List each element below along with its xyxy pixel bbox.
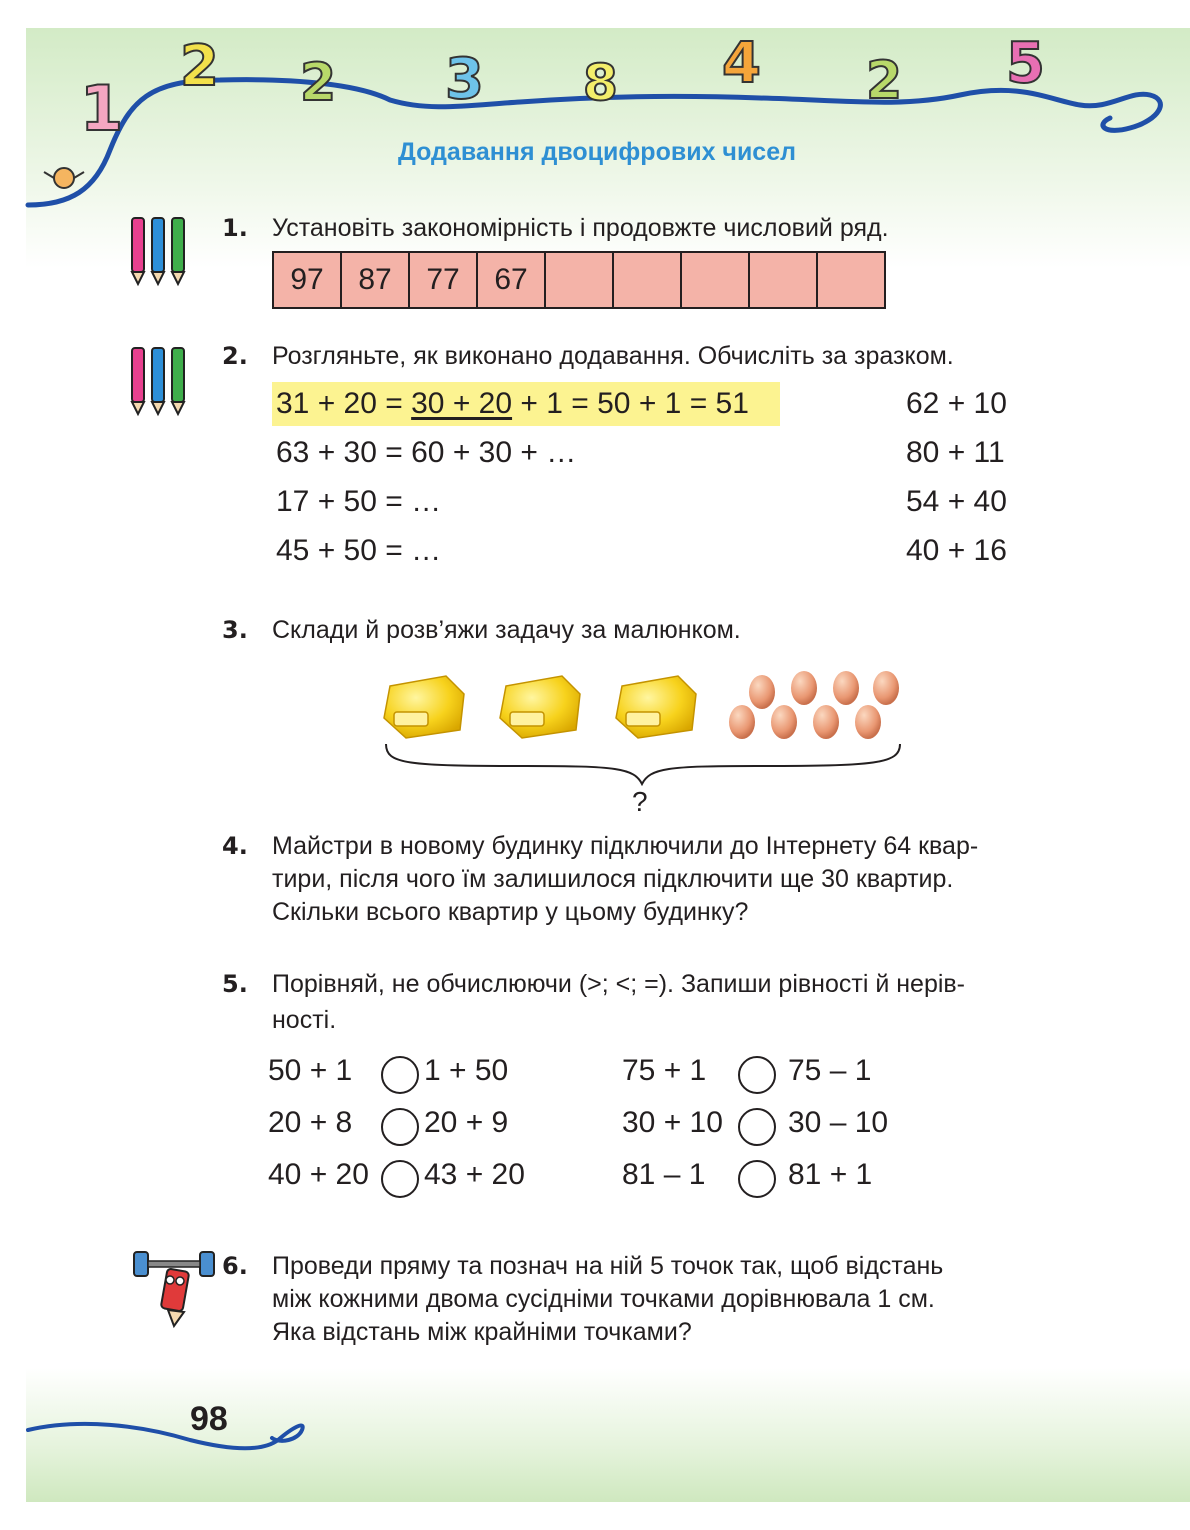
- task4-number: 4.: [222, 832, 248, 860]
- task6-line: Яка відстань між крайніми точками?: [272, 1318, 692, 1346]
- sample-expression: [276, 385, 749, 423]
- page-number: 98: [190, 1400, 228, 1438]
- small-character: [44, 168, 84, 188]
- sequence-cell-empty[interactable]: [750, 253, 818, 307]
- compare-circle[interactable]: [738, 1160, 776, 1198]
- pencil-dumbbell-icon: [132, 1244, 216, 1330]
- compare-left-a: 50 + 1: [268, 1054, 353, 1087]
- egg-icon: [813, 705, 839, 739]
- compare-right-b: 30 – 10: [788, 1106, 889, 1139]
- sequence-cell-empty[interactable]: [546, 253, 614, 307]
- sample-underlined: 30 + 20: [411, 387, 513, 420]
- sample-part: + 1 = 50 + 1 = 51: [512, 387, 749, 420]
- digit-1-character: [80, 72, 123, 145]
- egg-icon: [771, 705, 797, 739]
- task4-line: Майстри в новому будинку підключили до Інтернету 64 квар-: [272, 832, 979, 860]
- sequence-cell: 97: [274, 253, 342, 307]
- egg-icon: [749, 675, 775, 709]
- svg-text:2: 2: [866, 51, 903, 111]
- svg-text:5: 5: [1006, 31, 1045, 96]
- compare-left-b: 20 + 9: [424, 1106, 509, 1139]
- compare-right-a: 81 – 1: [622, 1158, 706, 1191]
- task6-line: Проведи пряму та познач на ній 5 точок так, щоб відстань: [272, 1252, 944, 1280]
- compare-circle[interactable]: [381, 1056, 419, 1094]
- task6-number: 6.: [222, 1252, 248, 1280]
- brace-icon: [386, 744, 900, 784]
- digit-2-character: [180, 34, 219, 99]
- digit-4-character: [722, 31, 761, 96]
- compare-right-a: 30 + 10: [622, 1106, 723, 1139]
- egg-icon: [873, 671, 899, 705]
- number-sequence: [272, 251, 886, 309]
- egg-icon: [791, 671, 817, 705]
- egg-icon: [855, 705, 881, 739]
- task4-line: Скільки всього квартир у цьому будинку?: [272, 898, 749, 926]
- task2-text: Розгляньте, як виконано додавання. Обчисліть за зразком.: [272, 342, 954, 370]
- sequence-cell-empty[interactable]: [818, 253, 884, 307]
- svg-text:3: 3: [445, 47, 484, 112]
- svg-text:4: 4: [722, 31, 761, 96]
- expression-left: 17 + 50 = …: [276, 485, 442, 518]
- expression-left: 63 + 30 = 60 + 30 + …: [276, 436, 577, 469]
- expression-left: 45 + 50 = …: [276, 534, 442, 567]
- eggs-illustration: [376, 666, 916, 786]
- digit-8-character: [583, 54, 618, 112]
- compare-circle[interactable]: [381, 1160, 419, 1198]
- sequence-cell: 87: [342, 253, 410, 307]
- task5-line: Порівняй, не обчислюючи (>; <; =). Запиши рівності й нерів-: [272, 970, 966, 998]
- compare-left-b: 1 + 50: [424, 1054, 509, 1087]
- compare-circle[interactable]: [381, 1108, 419, 1146]
- svg-text:2: 2: [180, 34, 219, 99]
- expression-right: 62 + 10: [906, 387, 1007, 420]
- egg-tray-icon: [500, 676, 580, 738]
- question-mark: ?: [632, 786, 648, 817]
- pencils-icon: [118, 344, 198, 418]
- digit-2-green-character: [300, 53, 336, 113]
- svg-text:1: 1: [80, 72, 124, 145]
- compare-left-b: 43 + 20: [424, 1158, 525, 1191]
- compare-right-b: 75 – 1: [788, 1054, 872, 1087]
- svg-text:8: 8: [583, 54, 618, 112]
- egg-tray-icon: [384, 676, 464, 738]
- digit-3-character: [445, 47, 484, 112]
- digit-5-character: [1006, 31, 1045, 96]
- pencils-icon: [118, 214, 198, 288]
- compare-right-b: 81 + 1: [788, 1158, 873, 1191]
- sample-part: 31 + 20 =: [276, 387, 412, 420]
- compare-right-a: 75 + 1: [622, 1054, 707, 1087]
- sequence-cell-empty[interactable]: [614, 253, 682, 307]
- task5-line: ності.: [272, 1006, 337, 1034]
- expression-right: 54 + 40: [906, 485, 1007, 518]
- expression-right: 80 + 11: [906, 436, 1005, 469]
- task4-line: тири, після чого їм залишилося підключити ще 30 квартир.: [272, 865, 954, 893]
- task2-number: 2.: [222, 342, 248, 370]
- task3-text: Склади й розв’яжи задачу за малюнком.: [272, 616, 741, 644]
- compare-left-a: 40 + 20: [268, 1158, 369, 1191]
- compare-circle[interactable]: [738, 1056, 776, 1094]
- egg-icon: [729, 705, 755, 739]
- task5-number: 5.: [222, 970, 248, 998]
- header-decoration: [0, 0, 1190, 230]
- footer-wave: [0, 1400, 340, 1470]
- egg-tray-icon: [616, 676, 696, 738]
- digit-2-green2-character: [866, 51, 902, 111]
- task3-number: 3.: [222, 616, 248, 644]
- task1-text: Установіть закономірність і продовжте числовий ряд.: [272, 214, 889, 242]
- section-title: Додавання двоцифрових чисел: [398, 138, 796, 166]
- task1-number: 1.: [222, 214, 248, 242]
- sequence-cell-empty[interactable]: [682, 253, 750, 307]
- compare-circle[interactable]: [738, 1108, 776, 1146]
- compare-left-a: 20 + 8: [268, 1106, 353, 1139]
- egg-icon: [833, 671, 859, 705]
- sequence-cell: 67: [478, 253, 546, 307]
- task6-line: між кожними двома сусідніми точками дорівнювала 1 см.: [272, 1285, 935, 1313]
- svg-text:2: 2: [300, 53, 337, 113]
- expression-right: 40 + 16: [906, 534, 1007, 567]
- sequence-cell: 77: [410, 253, 478, 307]
